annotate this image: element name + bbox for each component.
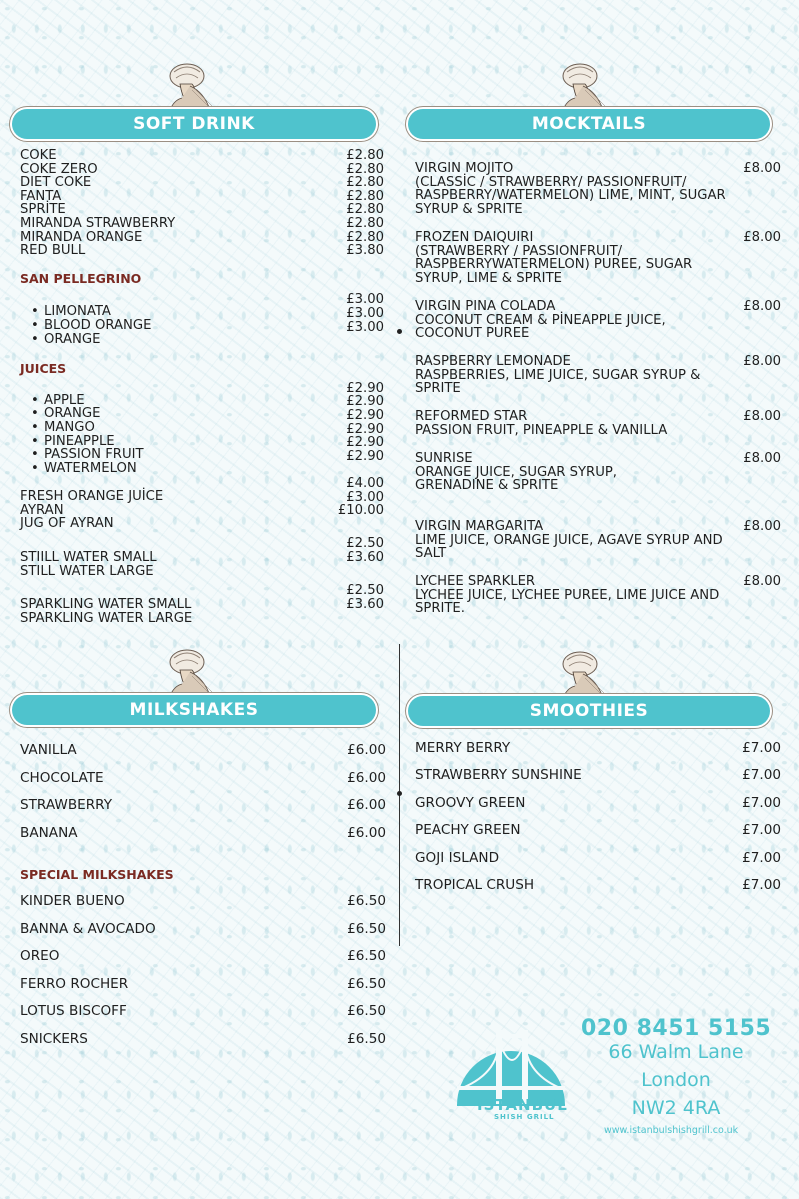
item-name: VIRGIN PINA COLADA <box>415 299 556 314</box>
milkshakes-banner: MILKSHAKES <box>12 695 376 725</box>
menu-row <box>20 382 384 476</box>
logo-text: ISTANBUL <box>477 1096 568 1114</box>
mocktail-item <box>415 409 781 438</box>
item-name: SPARKLING WATER LARGE <box>20 610 193 626</box>
item-name: VIRGIN MOJITO <box>415 161 514 176</box>
list-item: • PINEAPPLE <box>20 435 144 449</box>
item-price: £2.90 <box>346 448 384 464</box>
item-description: (STRAWBERRY / PASSIONFRUIT/ RASPBERRYWATERMELON) PUREE, SUGAR SYRUP, LIME & SPRITE <box>415 243 693 286</box>
list-item: • ORANGE <box>20 333 151 347</box>
item-description: PASSION FRUIT, PINEAPPLE & VANILLA <box>415 422 668 438</box>
mocktails-banner: MOCKTAILS <box>408 109 770 139</box>
list-item: • BLOOD ORANGE <box>20 319 151 333</box>
list-item: • WATERMELON <box>20 462 144 476</box>
mocktail-item <box>415 574 781 617</box>
mocktail-item <box>415 230 781 286</box>
item-price: £2.90 <box>346 435 384 451</box>
mocktail-item <box>415 519 781 562</box>
item-price: £7.00 <box>742 850 781 866</box>
item-name: MERRY BERRY <box>415 740 511 756</box>
item-name: CHOCOLATE <box>20 770 104 786</box>
sultan-portrait-icon <box>152 648 222 696</box>
sultan-portrait-icon <box>545 650 615 698</box>
item-names <box>20 598 192 625</box>
milkshake-row <box>20 770 386 786</box>
item-price: £8.00 <box>743 354 781 369</box>
san-pellegrino-list <box>20 305 151 346</box>
smoothies-banner: SMOOTHIES <box>408 696 770 726</box>
item-name: FRESH ORANGE JUİCE <box>20 489 164 505</box>
item-price: £2.90 <box>346 421 384 437</box>
list-item: • ORANGE <box>20 407 144 421</box>
item-name: OREO <box>20 948 60 964</box>
sultan-portrait-icon <box>152 62 222 110</box>
item-prices <box>346 293 384 346</box>
item-price: £3.60 <box>346 549 384 565</box>
smoothie-row <box>415 740 781 756</box>
item-price: £2.80 <box>346 215 384 231</box>
item-name: COKE <box>20 148 57 163</box>
divider-dot <box>397 329 402 334</box>
list-item: • MANGO <box>20 421 144 435</box>
item-price: £3.60 <box>346 596 384 612</box>
milkshake-row <box>20 742 386 758</box>
item-prices <box>346 382 384 476</box>
smoothie-row <box>415 822 781 838</box>
item-name: GOJI ISLAND <box>415 850 500 866</box>
item-description: LIME JUICE, ORANGE JUICE, AGAVE SYRUP AND SALT <box>415 532 723 562</box>
item-price: £8.00 <box>743 451 781 466</box>
item-name: KINDER BUENO <box>20 893 125 909</box>
item-price: £6.00 <box>347 742 386 758</box>
list-item: • APPLE <box>20 394 144 408</box>
item-price: £8.00 <box>743 519 781 534</box>
item-price: £3.80 <box>346 243 384 259</box>
logo-subtext: SHISH GRILL <box>494 1113 555 1121</box>
item-price: £7.00 <box>742 877 781 893</box>
item-price: £3.00 <box>346 319 384 335</box>
soft-drink-list <box>20 149 384 625</box>
item-price: £2.80 <box>346 229 384 245</box>
item-name: RED BULL <box>20 243 86 259</box>
item-price: £8.00 <box>743 299 781 314</box>
item-price: £3.00 <box>346 292 384 308</box>
item-price: £6.50 <box>347 1003 386 1019</box>
smoothie-row <box>415 767 781 783</box>
menu-row <box>20 584 384 625</box>
item-prices <box>346 584 384 625</box>
item-name: BANNA & AVOCADO <box>20 921 156 937</box>
mocktail-item <box>415 299 781 342</box>
website-link[interactable]: www.istanbulshishgrill.co.uk <box>604 1125 739 1136</box>
milkshake-row <box>20 825 386 841</box>
item-price: £6.50 <box>347 893 386 909</box>
item-name: PEACHY GREEN <box>415 822 521 838</box>
item-price: £3.00 <box>346 305 384 321</box>
item-price: £2.80 <box>346 161 384 177</box>
item-price: £2.80 <box>346 188 384 204</box>
phone-number[interactable]: 020 8451 5155 <box>581 1016 772 1041</box>
item-name: FANTA <box>20 188 62 204</box>
item-name: VANILLA <box>20 742 77 758</box>
item-name: BANANA <box>20 825 78 841</box>
item-price: £2.90 <box>346 380 384 396</box>
item-price: £6.50 <box>347 1031 386 1047</box>
item-name: SPARKLING WATER SMALL <box>20 597 192 613</box>
item-name: STRAWBERRY <box>20 797 113 813</box>
special-milkshake-row <box>20 893 386 909</box>
item-price: £8.00 <box>743 409 781 424</box>
item-prices <box>346 537 384 578</box>
address-line-2: London <box>641 1069 711 1091</box>
mocktail-item <box>415 451 781 494</box>
item-description: COCONUT CREAM & PİNEAPPLE JUICE, COCONUT PUREE <box>415 312 666 342</box>
item-price: £2.90 <box>346 394 384 410</box>
item-price: £7.00 <box>742 822 781 838</box>
item-price: £6.00 <box>347 797 386 813</box>
item-name: AYRAN <box>20 502 64 518</box>
san-pellegrino-heading: SAN PELLEGRINO <box>20 270 142 286</box>
address-line-3: NW2 4RA <box>631 1097 721 1119</box>
item-name: VIRGIN MARGARITA <box>415 519 544 534</box>
divider-dot <box>397 791 402 796</box>
item-name: MIRANDA ORANGE <box>20 229 143 245</box>
item-name: FERRO ROCHER <box>20 976 129 992</box>
item-name: REFORMED STAR <box>415 409 528 424</box>
special-milkshakes-heading: SPECIAL MILKSHAKES <box>20 867 174 882</box>
item-name: GROOVY GREEN <box>415 795 526 811</box>
special-milkshake-row <box>20 921 386 937</box>
special-milkshake-row <box>20 976 386 992</box>
item-name: TROPICAL CRUSH <box>415 877 535 893</box>
item-price: £2.90 <box>346 407 384 423</box>
item-names <box>20 149 175 258</box>
item-description: ORANGE JUICE, SUGAR SYRUP, GRENADINE & SPRITE <box>415 464 617 494</box>
item-name: MIRANDA STRAWBERRY <box>20 215 176 231</box>
soft-drink-banner: SOFT DRINK <box>12 109 376 139</box>
menu-row <box>20 293 384 346</box>
juices-list <box>20 394 144 476</box>
list-item: • LIMONATA <box>20 305 151 319</box>
item-prices <box>338 477 384 531</box>
item-price: £6.50 <box>347 948 386 964</box>
special-milkshake-row <box>20 1003 386 1019</box>
item-price: £3.00 <box>346 489 384 505</box>
special-milkshake-row <box>20 948 386 964</box>
menu-row <box>20 149 384 258</box>
menu-row <box>20 477 384 531</box>
item-description: RASPBERRIES, LIME JUICE, SUGAR SYRUP & SPRITE <box>415 367 701 397</box>
milkshake-row <box>20 797 386 813</box>
item-name: FROZEN DAIQUIRI <box>415 230 534 245</box>
mocktail-item <box>415 161 781 217</box>
item-name: COKE ZERO <box>20 161 98 177</box>
item-price: £2.80 <box>346 175 384 191</box>
item-names <box>20 551 157 578</box>
item-name: STILL WATER LARGE <box>20 563 154 579</box>
item-name: JUG OF AYRAN <box>20 516 114 532</box>
item-names <box>20 490 163 531</box>
item-price: £6.50 <box>347 921 386 937</box>
item-price: £2.80 <box>346 148 384 163</box>
item-price: £7.00 <box>742 767 781 783</box>
juices-heading: JUICES <box>20 361 67 377</box>
item-name: DIET COKE <box>20 175 92 191</box>
item-name: SNICKERS <box>20 1031 88 1047</box>
item-name: SUNRISE <box>415 451 473 466</box>
item-name: SPRİTE <box>20 202 66 218</box>
item-name: STIILL WATER SMALL <box>20 550 157 566</box>
item-price: £8.00 <box>743 574 781 589</box>
list-item: • PASSION FRUIT <box>20 448 144 462</box>
bridge-logo-icon <box>452 1020 570 1140</box>
smoothie-row <box>415 877 781 893</box>
item-price: £7.00 <box>742 740 781 756</box>
item-description: (CLASSİC / STRAWBERRY/ PASSIONFRUIT/ RASPBERRY/WATERMELON) LIME, MINT, SUGAR SYRUP & SPRITE <box>415 174 726 217</box>
item-price: £2.50 <box>346 536 384 552</box>
item-price: £4.00 <box>346 476 384 492</box>
item-price: £2.50 <box>346 583 384 599</box>
item-price: £8.00 <box>743 230 781 245</box>
sultan-portrait-icon <box>545 62 615 110</box>
item-price: £7.00 <box>742 795 781 811</box>
mocktail-item <box>415 354 781 397</box>
menu-row <box>20 537 384 578</box>
item-prices <box>346 149 384 258</box>
special-milkshake-row <box>20 1031 386 1047</box>
item-name: LYCHEE SPARKLER <box>415 574 536 589</box>
item-price: £8.00 <box>743 161 781 176</box>
item-price: £6.00 <box>347 770 386 786</box>
item-price: £6.50 <box>347 976 386 992</box>
item-price: £2.80 <box>346 202 384 218</box>
item-description: LYCHEE JUICE, LYCHEE PUREE, LIME JUICE AND SPRITE. <box>415 587 720 617</box>
smoothie-row <box>415 850 781 866</box>
item-price: £6.00 <box>347 825 386 841</box>
item-price: £10.00 <box>337 503 384 519</box>
item-name: RASPBERRY LEMONADE <box>415 354 571 369</box>
smoothie-row <box>415 795 781 811</box>
item-name: LOTUS BISCOFF <box>20 1003 127 1019</box>
address-line-1: 66 Walm Lane <box>608 1041 744 1063</box>
item-name: STRAWBERRY SUNSHINE <box>415 767 582 783</box>
